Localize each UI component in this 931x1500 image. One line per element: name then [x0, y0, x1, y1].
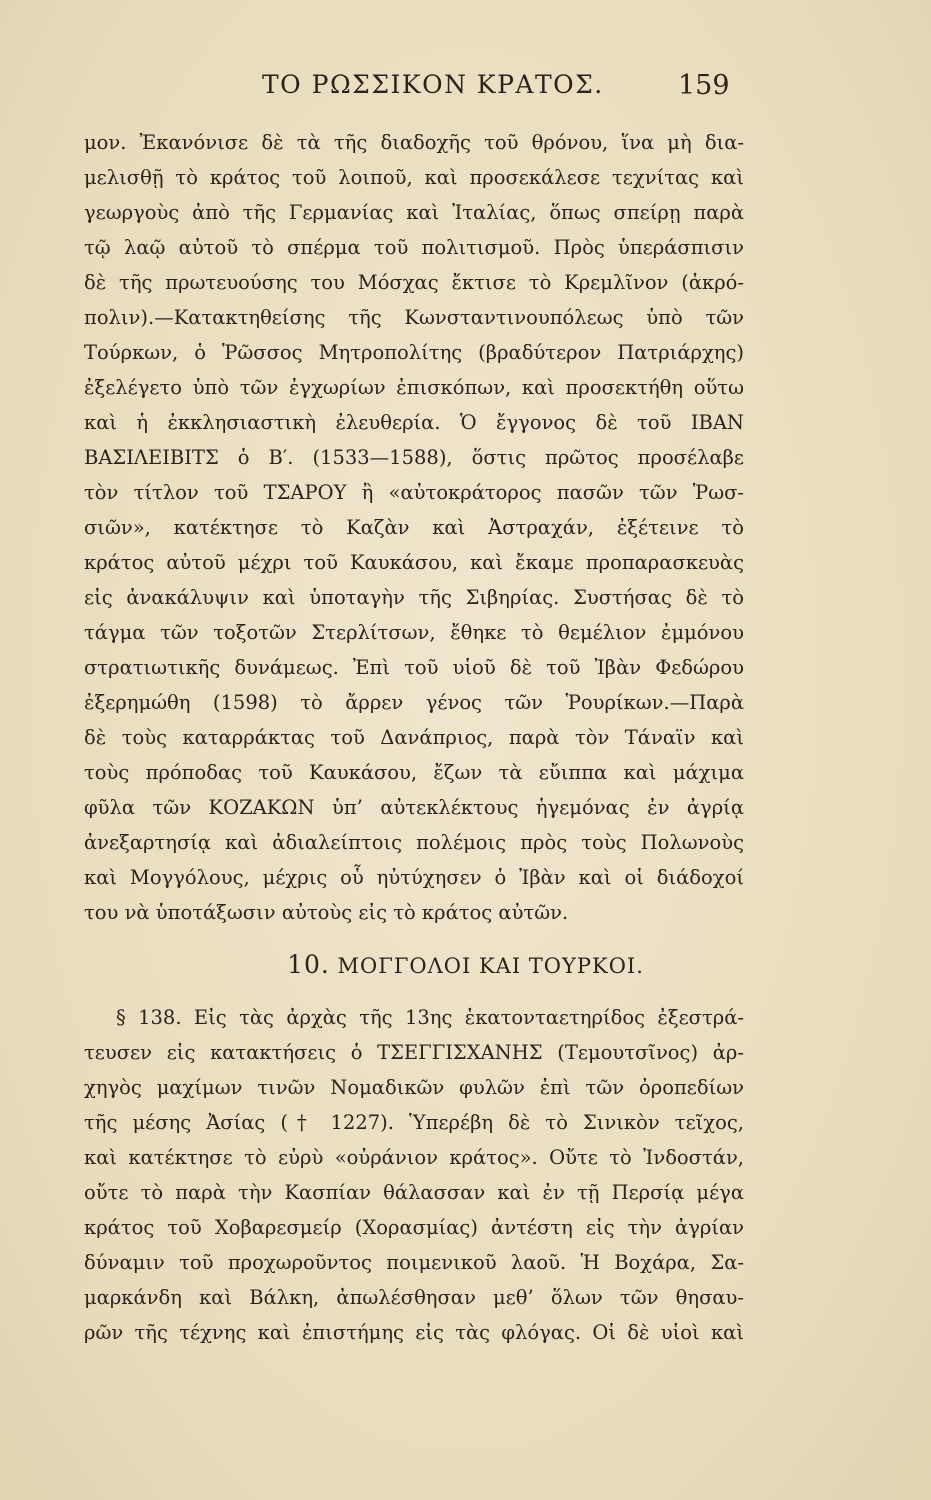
text-line: ρῶν τῆς τέχνης καὶ ἐπιστήμης εἰς τὰς φλόγας. Οἱ δὲ υἱοὶ καὶ	[84, 1321, 744, 1344]
text-line: δὲ τῆς πρωτευούσης του Μόσχας ἔκτισε τὸ Κρεμλῖνον (ἀκρό-	[84, 271, 744, 294]
text-line: τῆς μέσης Ἀσίας († 1227). Ὑπερέβη δὲ τὸ Σινικὸν τεῖχος,	[84, 1111, 744, 1134]
body-paragraph	[84, 125, 744, 930]
running-head: ΤΟ ΡΩΣΣΙΚΟΝ ΚΡΑΤΟΣ.	[262, 70, 604, 99]
text-line: τευσεν εἰς κατακτήσεις ὁ ΤΣΕΓΓΙΣΧΑΝΗΣ (Τεμουτσῖνος) ἀρ-	[84, 1041, 744, 1064]
text-line: μον. Ἐκανόνισε δὲ τὰ τῆς διαδοχῆς τοῦ θρόνου, ἵνα μὴ δια-	[84, 131, 744, 154]
text-line: μελισθῇ τὸ κράτος τοῦ λοιποῦ, καὶ προσεκάλεσε τεχνίτας καὶ	[84, 166, 744, 189]
text-line: ἐξερημώθη (1598) τὸ ἄρρεν γένος τῶν Ῥουρίκων.—Παρὰ	[84, 691, 744, 714]
text-line: καὶ ἡ ἐκκλησιαστικὴ ἐλευθερία. Ὁ ἔγγονος δὲ τοῦ ΙΒΑΝ	[84, 411, 744, 434]
text-line: τῷ λαῷ αὐτοῦ τὸ σπέρμα τοῦ πολιτισμοῦ. Πρὸς ὑπεράσπισιν	[84, 236, 744, 259]
text-line: μαρκάνδη καὶ Βάλκη, ἀπωλέσθησαν μεθ’ ὅλων τῶν θησαυ-	[84, 1286, 744, 1309]
text-line: γεωργοὺς ἀπὸ τῆς Γερμανίας καὶ Ἰταλίας, ὅπως σπείρῃ παρὰ	[84, 201, 744, 224]
text-line: του νὰ ὑποτάξωσιν αὐτοὺς εἰς τὸ κράτος αὐτῶν.	[84, 901, 569, 924]
text-line: σιῶν», κατέκτησε τὸ Καζὰν καὶ Ἀστραχάν, ἐξέτεινε τὸ	[84, 516, 744, 539]
text-line: κράτος αὐτοῦ μέχρι τοῦ Καυκάσου, καὶ ἔκαμε προπαρασκευὰς	[84, 551, 744, 574]
page-number: 159	[678, 70, 730, 101]
text-line: εἰς ἀνακάλυψιν καὶ ὑποταγὴν τῆς Σιβηρίας. Συστήσας δὲ τὸ	[84, 586, 744, 609]
text-line: χηγὸς μαχίμων τινῶν Νομαδικῶν φυλῶν ἐπὶ τῶν ὀροπεδίων	[84, 1076, 744, 1099]
text-line: ἀνεξαρτησίᾳ καὶ ἀδιαλείπτοις πολέμοις πρὸς τοὺς Πολωνοὺς	[84, 831, 744, 854]
text-line: ἐξελέγετο ὑπὸ τῶν ἐγχωρίων ἐπισκόπων, καὶ προσεκτήθη οὕτω	[84, 376, 744, 399]
text-line: κράτος τοῦ Χοβαρεσμείρ (Χορασμίας) ἀντέστη εἰς τὴν ἀγρίαν	[84, 1216, 744, 1239]
text-line: § 138. Εἰς τὰς ἀρχὰς τῆς 13ης ἑκατονταετηρίδος ἐξεστρά-	[116, 1006, 744, 1029]
text-line: ΒΑΣΙΛΕΙΒΙΤΣ ὁ Β′. (1533—1588), ὅστις πρῶτος προσέλαβε	[84, 446, 744, 469]
text-line: πολιν).—Κατακτηθείσης τῆς Κωνσταντινουπόλεως ὑπὸ τῶν	[84, 306, 744, 329]
page-header	[0, 70, 931, 106]
text-line: φῦλα τῶν ΚΟΖΑΚΩΝ ὑπ’ αὐτεκλέκτους ἡγεμόνας ἐν ἀγρίᾳ	[84, 796, 744, 819]
text-line: Τούρκων, ὁ Ῥῶσσος Μητροπολίτης (βραδύτερον Πατριάρχης)	[84, 341, 744, 364]
section-number: 10.	[287, 950, 330, 979]
section-title: ΜΟΓΓΟΛΟΙ ΚΑΙ ΤΟΥΡΚΟΙ.	[337, 954, 644, 978]
text-line: τὸν τίτλον τοῦ ΤΣΑΡΟΥ ἢ «αὐτοκράτορος πασῶν τῶν Ῥωσ-	[84, 481, 744, 504]
text-line: καὶ Μογγόλους, μέχρις οὗ ηὐτύχησεν ὁ Ἰβὰν καὶ οἱ διάδοχοί	[84, 866, 744, 889]
text-line: τάγμα τῶν τοξοτῶν Στερλίτσων, ἔθηκε τὸ θεμέλιον ἐμμόνου	[84, 621, 744, 644]
text-line: δύναμιν τοῦ προχωροῦντος ποιμενικοῦ λαοῦ. Ἡ Βοχάρα, Σα-	[84, 1251, 744, 1274]
text-line: τοὺς πρόποδας τοῦ Καυκάσου, ἔζων τὰ εὔιππα καὶ μάχιμα	[84, 761, 744, 784]
text-line: δὲ τοὺς καταρράκτας τοῦ Δανάπριος, παρὰ τὸν Τάναϊν καὶ	[84, 726, 744, 749]
body-paragraph	[84, 1000, 744, 1350]
text-line: οὔτε τὸ παρὰ τὴν Κασπίαν θάλασσαν καὶ ἐν τῇ Περσίᾳ μέγα	[84, 1181, 744, 1204]
text-line: στρατιωτικῆς δυνάμεως. Ἐπὶ τοῦ υἱοῦ δὲ τοῦ Ἰβὰν Φεδώρου	[84, 656, 744, 679]
section-heading	[0, 950, 931, 979]
text-line: καὶ κατέκτησε τὸ εὐρὺ «οὐράνιον κράτος». Οὔτε τὸ Ἰνδοστάν,	[84, 1146, 744, 1169]
